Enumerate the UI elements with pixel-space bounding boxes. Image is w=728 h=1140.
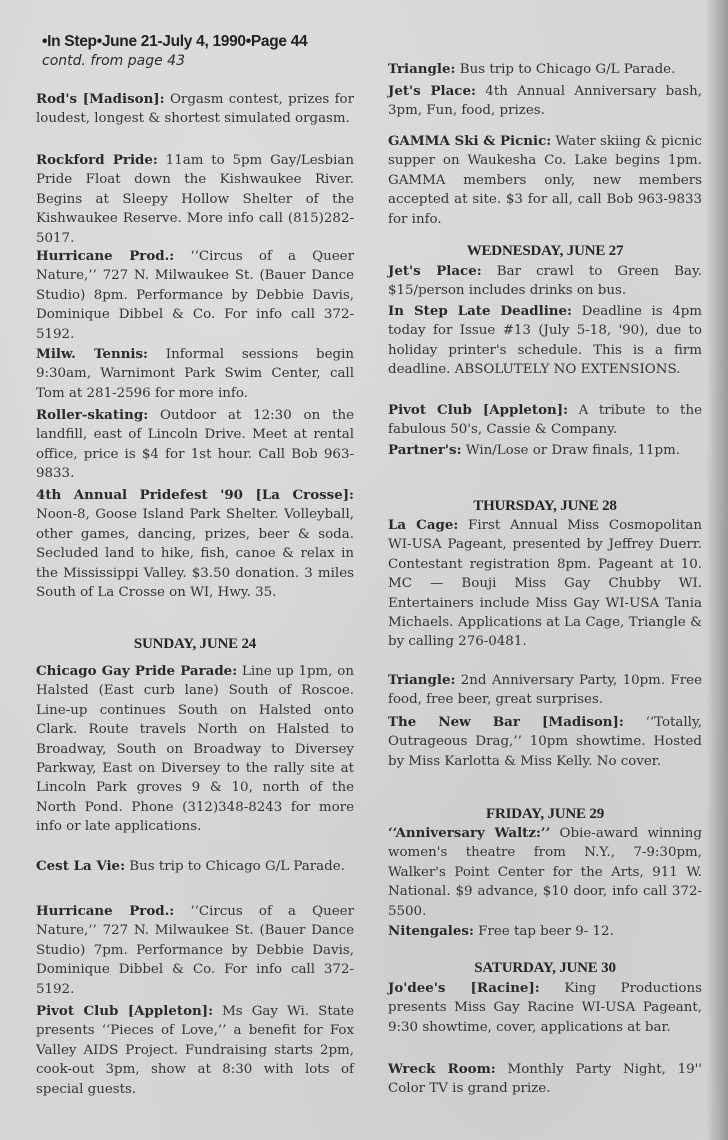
event-name: Milw. Tennis: [36,346,149,362]
event-details: Bus trip to Chicago G/L Parade. [455,62,676,77]
event-details: Bar crawl to Green Bay. $15/person includes drinks on bus. [388,264,702,299]
day-heading-friday: FRIDAY, JUNE 29 [486,806,604,822]
event-name: Rockford Pride: [36,152,158,168]
event-details: First Annual Miss Cosmopolitan WI-USA Pageant, presented by Jeffrey Duerr. Contestant registration 8pm. Pageant at 10. MC — Bouji Miss Gay Chubby WI. Entertainers include Miss Gay WI-USA Tania Michaels. Applications at La Cage, Triangle & by calling 276-0481. [388,518,702,650]
event-details: ‘‘Circus of a Queer Nature,’’ 727 N. Milwaukee St. (Bauer Dance Studio) 7pm. Performance by Debbie Davis, Dominique Dibbel & Co. For info call 372-5192. [36,904,354,997]
event-entry [388,713,702,771]
event-details: Line up 1pm, on Halsted (East curb lane) South of Roscoe. Line-up continues South on Halsted onto Clark. Route travels North on Halsted to Broadway, South on Broadway to Diversey Parkway, East on Diversey to the rally site at Lincoln Park groves 9 & 10, north of the North Pond. Phone (312)348-8243 for more info or late applications. [36,664,354,835]
event-details: Bus trip to Chicago G/L Parade. [125,859,345,874]
event-name: The New Bar [Madison]: [388,714,624,730]
event-name: Triangle: [388,61,456,77]
event-entry [388,922,702,941]
event-entry [388,979,702,1037]
event-name: Jet's Place: [388,263,482,279]
continued-note: contd. from page 43 [42,53,185,69]
event-entry [36,151,354,248]
event-details: Informal sessions begin 9:30am, Warnimont Park Swim Center, call Tom at 281-2596 for more info. [36,347,354,401]
event-name: Wreck Room: [388,1061,496,1077]
event-entry [36,247,354,344]
event-details: Outdoor at 12:30 on the landfill, east of Lincoln Drive. Meet at rental office, price is $4 for 1st hour. Call Bob 963- 9833. [36,408,354,482]
event-name: ‘‘Anniversary Waltz:’’ [388,825,551,841]
event-details: Monthly Party Night, 19'' Color TV is grand prize. [388,1062,702,1097]
event-details: 11am to 5pm Gay/Lesbian Pride Float down the Kishwaukee River. Begins at Sleepy Hollow Shelter of the Kishwaukee Reserve. More info call (815)282-5017. [36,153,354,246]
event-entry [388,132,702,229]
event-entry [36,902,354,999]
event-details: Free tap beer 9- 12. [473,924,614,939]
event-name: In Step Late Deadline: [388,303,573,319]
event-name: Partner's: [388,442,462,458]
event-entry [388,302,702,380]
event-entry [388,82,702,121]
event-details: Deadline is 4pm today for Issue #13 (July 5-18, '90), due to holiday printer's schedule. This is a firm deadline. ABSOLUTELY NO EXTENSIONS. [388,304,702,378]
event-details: Obie-award winning women's theatre from N.Y., 7-9:30pm, Walker's Point Center for the Arts, 911 W. National. $9 advance, $10 door, info call 372- 5500. [388,826,702,919]
day-heading-sunday: SUNDAY, JUNE 24 [133,636,257,652]
event-name: Triangle: [388,672,456,688]
event-details: ‘‘Circus of a Queer Nature,’’ 727 N. Milwaukee St. (Bauer Dance Studio) 8pm. Performance by Debbie Davis, Dominique Dibbel & Co. For info call 372-5192. [36,249,354,342]
event-details: Noon-8, Goose Island Park Shelter. Volleyball, other games, dancing, prizes, beer & soda. Secluded land to hike, fish, canoe & relax in the Mississippi Valley. $3.50 donation. 3 miles South of La Crosse on WI, Hwy. 35. [36,507,354,601]
event-name: Rod's [Madison]: [36,91,165,107]
event-name: Hurricane Prod.: [36,903,175,919]
event-entry [388,401,702,440]
event-entry [36,857,354,876]
event-entry [36,662,354,837]
event-name: Cest La Vie: [36,858,126,874]
event-entry [36,90,354,129]
event-details: ‘‘Totally, Outrageous Drag,’’ 10pm showtime. Hosted by Miss Karlotta & Miss Kelly. No cover. [388,715,703,769]
event-name: Jet's Place: [388,83,476,99]
event-details: King Productions presents Miss Gay Racine WI-USA Pageant, 9:30 showtime, cover, applications at bar. [388,981,702,1035]
event-entry [388,516,702,652]
event-entry [388,1060,702,1099]
day-heading-thursday: THURSDAY, JUNE 28 [473,498,617,514]
page-binding-shadow [706,0,728,1140]
event-name: Hurricane Prod.: [36,248,175,264]
masthead: •In Step•June 21-July 4, 1990•Page 44 [42,33,308,50]
event-details: Water skiing & picnic supper on Waukesha Co. Lake begins 1pm. GAMMA members only, new members accepted at site. $3 for all, call Bob 963-9833 for info. [388,134,702,227]
event-name: Pivot Club [Appleton]: [36,1003,214,1019]
event-name: Roller-skating: [36,407,149,423]
event-name: Jo'dee's [Racine]: [388,980,540,996]
day-heading-wednesday: WEDNESDAY, JUNE 27 [466,243,624,259]
event-details: Orgasm contest, prizes for loudest, longest & shortest simulated orgasm. [36,92,355,127]
day-heading-saturday: SATURDAY, JUNE 30 [474,960,616,976]
event-entry [388,262,702,301]
event-name: Nitengales: [388,923,474,939]
event-entry [388,824,702,921]
event-details: 4th Annual Anniversary bash, 3pm, Fun, food, prizes. [388,84,702,119]
event-entry [388,441,702,460]
event-name: Pivot Club [Appleton]: [388,402,569,418]
event-entry [36,406,354,484]
event-entry [388,60,702,79]
event-entry [36,1002,354,1099]
event-details: 2nd Anniversary Party, 10pm. Free food, free beer, great surprises. [388,673,702,708]
event-name: Chicago Gay Pride Parade: [36,663,238,679]
event-entry [388,671,702,710]
event-details: Win/Lose or Draw finals, 11pm. [461,443,681,458]
event-entry [36,486,354,602]
event-entry [36,345,354,403]
event-name: 4th Annual Pridefest '90 [La Crosse]: [36,487,354,503]
event-details: Ms Gay Wi. State presents ‘‘Pieces of Love,’’ a benefit for Fox Valley AIDS Project. Fundraising starts 2pm, cook-out 3pm, show at 8:30 with lots of special guests. [36,1004,354,1097]
event-name: GAMMA Ski & Picnic: [388,133,552,149]
event-name: La Cage: [388,517,459,533]
event-details: A tribute to the fabulous 50's, Cassie & Company. [388,403,702,438]
